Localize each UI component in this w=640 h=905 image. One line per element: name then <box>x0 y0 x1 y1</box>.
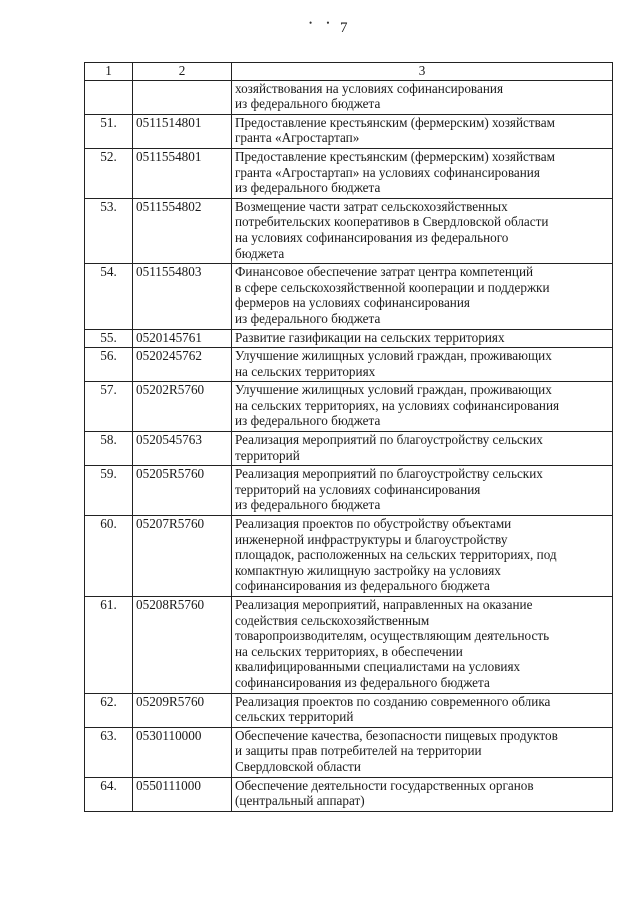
scan-mark: • • <box>309 18 336 28</box>
row-description: Улучшение жилищных условий граждан, проживающих на сельских территориях <box>232 348 613 382</box>
table-row <box>85 348 613 382</box>
table-row <box>85 777 613 811</box>
row-code: 05209R5760 <box>133 693 232 727</box>
row-number: 51. <box>85 114 133 148</box>
row-code: 0530110000 <box>133 727 232 777</box>
table-row <box>85 432 613 466</box>
row-number: 55. <box>85 329 133 348</box>
row-number: 56. <box>85 348 133 382</box>
row-description: Обеспечение качества, безопасности пищевых продуктов и защиты прав потребителей на территории Свердловской области <box>232 727 613 777</box>
row-code: 05205R5760 <box>133 466 232 516</box>
table-row <box>85 264 613 329</box>
row-description: Развитие газификации на сельских территориях <box>232 329 613 348</box>
row-code: 0550111000 <box>133 777 232 811</box>
header-col-1: 1 <box>85 63 133 81</box>
budget-classification-table <box>84 62 613 812</box>
table-row <box>85 597 613 694</box>
table-row <box>85 114 613 148</box>
row-code: 05208R5760 <box>133 597 232 694</box>
table-row <box>85 80 613 114</box>
table-header-row <box>85 63 613 81</box>
header-col-2: 2 <box>133 63 232 81</box>
table-row <box>85 693 613 727</box>
row-number: 53. <box>85 198 133 263</box>
table-row <box>85 516 613 597</box>
row-description: Реализация мероприятий по благоустройству сельских территорий <box>232 432 613 466</box>
row-number: 59. <box>85 466 133 516</box>
row-number: 63. <box>85 727 133 777</box>
row-code: 0511514801 <box>133 114 232 148</box>
row-number <box>85 80 133 114</box>
row-description: Реализация проектов по обустройству объектами инженерной инфраструктуры и благоустройству площадок, расположенных на сельских территориях, под компактную жилищную застройку на условиях софинансирования из федерального бюджета <box>232 516 613 597</box>
row-code: 0511554802 <box>133 198 232 263</box>
page-number: 7 <box>340 20 348 36</box>
row-number: 62. <box>85 693 133 727</box>
row-code: 0520545763 <box>133 432 232 466</box>
table-row <box>85 382 613 432</box>
table-row <box>85 148 613 198</box>
table-row <box>85 329 613 348</box>
row-number: 58. <box>85 432 133 466</box>
row-code <box>133 80 232 114</box>
row-description: Возмещение части затрат сельскохозяйственных потребительских кооперативов в Свердловской области на условиях софинансирования из федерального бюджета <box>232 198 613 263</box>
row-number: 52. <box>85 148 133 198</box>
row-code: 05202R5760 <box>133 382 232 432</box>
row-number: 57. <box>85 382 133 432</box>
row-code: 05207R5760 <box>133 516 232 597</box>
row-description: Финансовое обеспечение затрат центра компетенций в сфере сельскохозяйственной кооперации и поддержки фермеров на условиях софинансирования из федерального бюджета <box>232 264 613 329</box>
row-description: Обеспечение деятельности государственных органов (центральный аппарат) <box>232 777 613 811</box>
header-col-3: 3 <box>232 63 613 81</box>
table-row <box>85 198 613 263</box>
row-number: 54. <box>85 264 133 329</box>
row-description: Улучшение жилищных условий граждан, проживающих на сельских территориях, на условиях софинансирования из федерального бюджета <box>232 382 613 432</box>
row-description: Реализация проектов по созданию современного облика сельских территорий <box>232 693 613 727</box>
row-code: 0511554801 <box>133 148 232 198</box>
row-description: Реализация мероприятий по благоустройству сельских территорий на условиях софинансирования из федерального бюджета <box>232 466 613 516</box>
row-code: 0520245762 <box>133 348 232 382</box>
row-description: Предоставление крестьянским (фермерским) хозяйствам гранта «Агростартап» <box>232 114 613 148</box>
row-code: 0520145761 <box>133 329 232 348</box>
row-description: хозяйствования на условиях софинансирования из федерального бюджета <box>232 80 613 114</box>
row-description: Реализация мероприятий, направленных на оказание содействия сельскохозяйственным товаропроизводителям, осуществляющим деятельность на сельских территориях, в обеспечении квалифицированными специалистами на условиях софинансирования из федерального бюджета <box>232 597 613 694</box>
row-code: 0511554803 <box>133 264 232 329</box>
row-number: 64. <box>85 777 133 811</box>
table-row <box>85 727 613 777</box>
table-body <box>85 63 613 812</box>
row-number: 61. <box>85 597 133 694</box>
row-description: Предоставление крестьянским (фермерским) хозяйствам гранта «Агростартап» на условиях софинансирования из федерального бюджета <box>232 148 613 198</box>
row-number: 60. <box>85 516 133 597</box>
table-row <box>85 466 613 516</box>
